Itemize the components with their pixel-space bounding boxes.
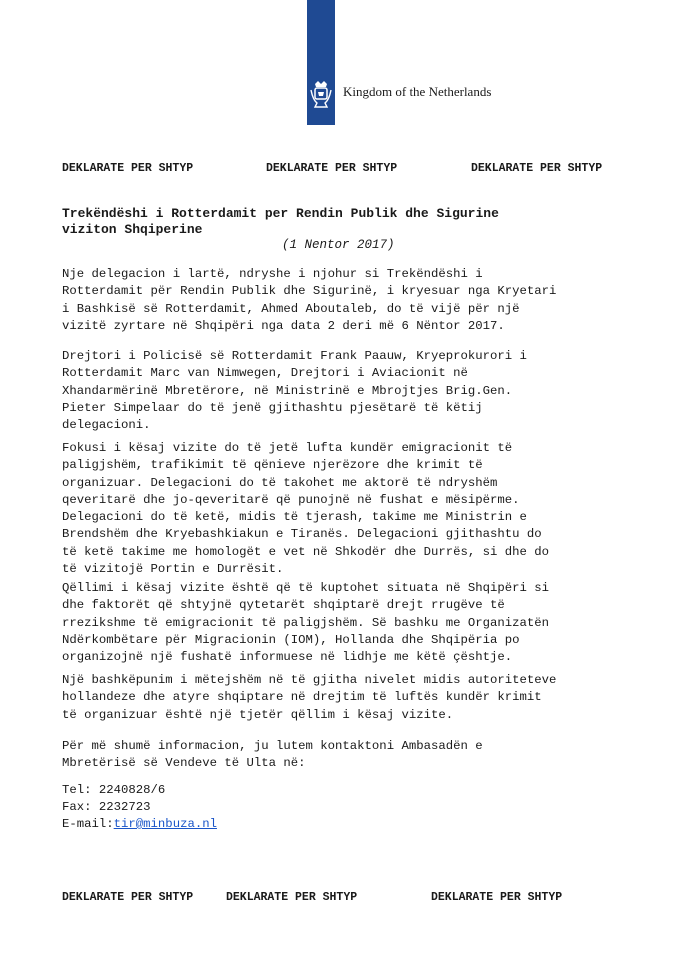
contact-email-row — [62, 816, 217, 833]
paragraph: Nje delegacion i lartë, ndryshe i njohur si Trekëndëshi i Rotterdamit për Rendin Publik dhe Sigurinë, i kryesuar nga Kryetari i Bashkisë së Rotterdamit, Ahmed Aboutaleb, do të vijë për një vizitë zyrtare në Shqipëri nga data 2 deri më 6 Nëntor 2017. — [62, 267, 557, 333]
release-date: (1 Nentor 2017) — [282, 238, 395, 252]
paragraph: Një bashkëpunim i mëtejshëm në të gjitha nivelet midis autoriteteve hollandeze dhe atyre shqiptare në drejtim të luftës kundër krimit të organizuar është një tjetër qëllim i kësaj vizite. — [62, 673, 557, 722]
email-link[interactable]: tir@minbuza.nl — [113, 817, 217, 831]
banner-text: DEKLARATE PER SHTYP — [62, 891, 194, 904]
contact-tel: Tel: 2240828/6 — [62, 783, 166, 797]
banner-text: DEKLARATE PER SHTYP — [62, 162, 194, 175]
paragraph: Për më shumë informacion, ju lutem kontaktoni Ambasadën e Mbretërisë së Vendeve të Ulta në: — [62, 739, 483, 771]
paragraph: Drejtori i Policisë së Rotterdamit Frank Paauw, Kryeprokurori i Rotterdamit Marc van Nimwegen, Drejtori i Aviacionit në Xhandarmërinë Mbretërore, në Ministrinë e Mbrojtjes Brig.Gen. Pieter Simpelaar do të jenë gjithashtu pjesëtarë të këtij delegacioni. — [62, 349, 527, 433]
banner-text: DEKLARATE PER SHTYP — [266, 162, 398, 175]
logo-label: Kingdom of the Netherlands — [343, 84, 492, 99]
crown-lion-icon — [309, 80, 333, 110]
banner-top — [0, 162, 678, 178]
paragraph: Qëllimi i kësaj vizite është që të kuptohet situata në Shqipëri si dhe faktorët që shtyjnë qytetarët shqiptarë drejt rrugëve të rrezikshme të emigracionit të paligjshëm. Së bashku me Organizatën Ndërkombëtare për Migracionin (IOM), Hollanda dhe Shqipëria po organizojnë një fushatë informuese në lidhje me këtë çështje. — [62, 581, 550, 665]
coat-of-arms-logo — [307, 0, 335, 125]
contact-fax: Fax: 2232723 — [62, 800, 151, 814]
banner-bottom — [0, 891, 678, 907]
contact-email-label: E-mail: — [62, 817, 114, 831]
banner-text: DEKLARATE PER SHTYP — [471, 162, 603, 175]
banner-text: DEKLARATE PER SHTYP — [226, 891, 358, 904]
paragraph: Fokusi i kësaj vizite do të jetë lufta kundër emigracionit të paligjshëm, trafikimit të qënieve njerëzore dhe krimit të organizuar. Delegacioni do të takohet me aktorë të ndryshëm qeveritarë dhe jo-qeveritarë që punojnë në fushat e mësipërme. Delegacioni do të ketë, midis të tjerash, takime me Ministrin e Brendshëm dhe Kryebashkiakun e Tiranës. Delegacioni gjithashtu do të ketë takime me homologët e vet në Shkodër dhe Durrës, si dhe do të vizitojë Portin e Durrësit. — [62, 441, 550, 577]
banner-text: DEKLARATE PER SHTYP — [431, 891, 563, 904]
press-release-title: Trekëndëshi i Rotterdamit per Rendin Publik dhe Sigurine viziton Shqiperine — [62, 206, 499, 237]
